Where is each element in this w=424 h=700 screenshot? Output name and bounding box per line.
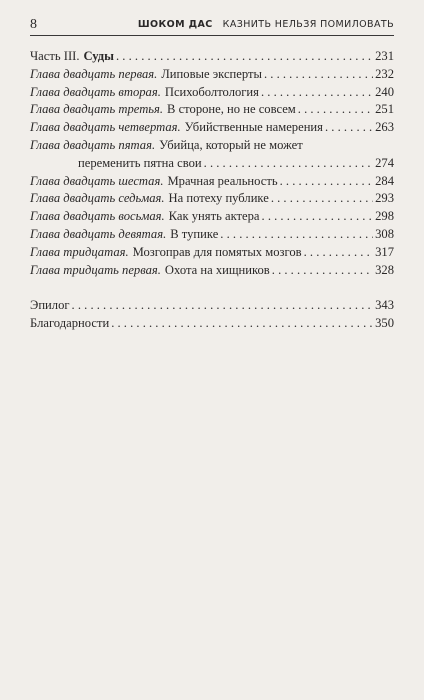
chapter-title: Липовые эксперты [161, 66, 262, 81]
toc-chapter-31[interactable] [30, 262, 394, 280]
chapter-label: Глава двадцать четвертая. [30, 120, 181, 135]
chapter-label: Глава двадцать шестая. [30, 173, 164, 188]
chapter-title: В тупике [170, 226, 219, 241]
page-ref: 298 [375, 209, 394, 224]
chapter-title: На потеху публике [168, 191, 269, 206]
part-title: Суды [83, 49, 114, 63]
page-ref: 231 [375, 49, 394, 63]
toc-chapter-30[interactable] [30, 244, 394, 262]
toc-chapter-28[interactable] [30, 208, 394, 226]
dot-leader [298, 101, 373, 119]
toc-acknowledgements[interactable] [30, 315, 394, 333]
dot-leader [220, 226, 373, 244]
toc-chapter-25[interactable] [30, 137, 394, 155]
chapter-title: Психоболтология [164, 84, 259, 99]
toc-chapter-21[interactable] [30, 66, 394, 84]
dot-leader [304, 244, 374, 262]
chapter-title: Убийственные намерения [184, 120, 323, 135]
dot-leader [111, 315, 373, 333]
chapter-label: Глава двадцать пятая. [30, 137, 156, 152]
book-author: ШОКОМ ДАС [137, 19, 213, 30]
running-head [138, 19, 394, 30]
dot-leader [261, 84, 373, 102]
dot-leader [116, 48, 373, 66]
page-ref: 232 [375, 66, 394, 81]
toc-chapter-29[interactable] [30, 226, 394, 244]
chapter-label: Глава тридцатая. [30, 244, 129, 259]
toc-chapter-26[interactable] [30, 173, 394, 191]
chapter-title: Мрачная реальность [167, 173, 278, 188]
back-matter-title: Эпилог [30, 298, 70, 313]
book-title: КАЗНИТЬ НЕЛЬЗЯ ПОМИЛОВАТЬ [222, 19, 394, 30]
chapter-label: Глава двадцать первая. [30, 66, 158, 81]
chapter-title: Охота на хищников [164, 262, 270, 277]
toc-chapter-25-continued[interactable] [30, 155, 394, 173]
page-number: 8 [30, 17, 37, 32]
toc-part-entry[interactable] [30, 48, 394, 66]
toc-epilogue[interactable] [30, 297, 394, 315]
dot-leader [280, 173, 373, 191]
page-ref: 317 [375, 244, 394, 259]
part-label: Часть III. [30, 49, 80, 63]
chapter-label: Глава двадцать седьмая. [30, 191, 165, 206]
dot-leader [72, 297, 374, 315]
page-ref: 343 [375, 298, 394, 313]
page-ref: 350 [375, 316, 394, 331]
chapter-label: Глава тридцать первая. [30, 262, 161, 277]
chapter-title: Как унять актера [168, 209, 260, 224]
chapter-label: Глава двадцать восьмая. [30, 209, 165, 224]
page-ref: 328 [375, 262, 394, 277]
page-ref: 263 [375, 120, 394, 135]
dot-leader [272, 262, 373, 280]
page-ref: 284 [375, 173, 394, 188]
chapter-label: Глава двадцать вторая. [30, 84, 161, 99]
page-ref: 308 [375, 226, 394, 241]
page-ref: 274 [375, 155, 394, 170]
page-ref: 293 [375, 191, 394, 206]
page-ref: 240 [375, 84, 394, 99]
chapter-title: Убийца, который не может [159, 137, 303, 152]
dot-leader [325, 119, 373, 137]
page-ref: 251 [375, 102, 394, 117]
chapter-label: Глава двадцать третья. [30, 102, 164, 117]
table-of-contents [30, 48, 394, 333]
toc-chapter-24[interactable] [30, 119, 394, 137]
dot-leader [264, 66, 373, 84]
chapter-title: В стороне, но не совсем [167, 102, 296, 117]
toc-chapter-22[interactable] [30, 84, 394, 102]
section-gap [30, 279, 394, 297]
toc-chapter-27[interactable] [30, 190, 394, 208]
dot-leader [204, 155, 373, 173]
chapter-label: Глава двадцать девятая. [30, 226, 167, 241]
dot-leader [271, 190, 373, 208]
dot-leader [262, 208, 374, 226]
running-header [30, 17, 394, 36]
back-matter-title: Благодарности [30, 316, 110, 331]
toc-chapter-23[interactable] [30, 101, 394, 119]
chapter-title: Мозгоправ для помятых мозгов [132, 244, 302, 259]
chapter-title-continued: переменить пятна свои [78, 155, 202, 170]
